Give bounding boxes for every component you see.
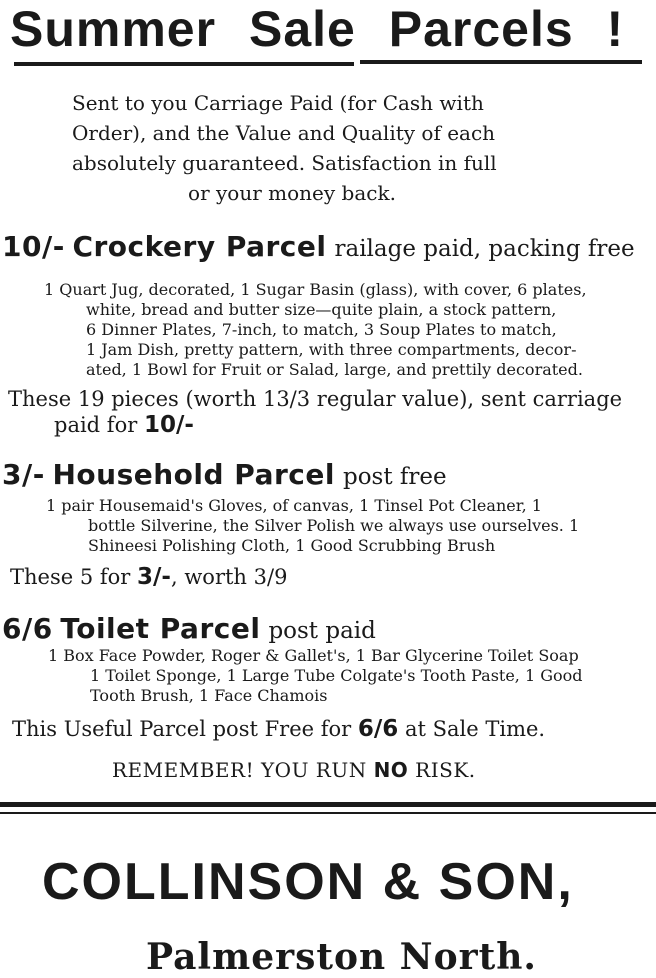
toilet-summary-time: at Sale Time. (405, 717, 546, 741)
household-summary-text: These 5 for (10, 565, 131, 589)
headline: Summer Sale Parcels ! (10, 1, 625, 57)
household-item-line: 1 pair Housemaid's Gloves, of canvas, 1 Tinsel Pot Cleaner, 1 (46, 496, 542, 515)
intro-line-4: or your money back. (188, 181, 396, 205)
crockery-item-line: 6 Dinner Plates, 7-inch, to match, 3 Soup Plates to match, (86, 320, 557, 339)
remember-risk: RISK. (415, 758, 476, 782)
headline-rule-right (360, 60, 642, 64)
crockery-summary (8, 386, 652, 438)
toilet-name: Toilet Parcel (60, 612, 261, 645)
intro-line-1: Sent to you Carriage Paid (for Cash with (72, 91, 484, 115)
remember-text: REMEMBER! YOU RUN (112, 758, 367, 782)
household-parcel-title (2, 458, 447, 491)
intro-text (72, 88, 592, 208)
crockery-parcel-title (2, 230, 635, 263)
toilet-item-line: 1 Toilet Sponge, 1 Large Tube Colgate's Tooth Paste, 1 Good (90, 666, 583, 685)
toilet-summary-text: This Useful Parcel post Free for (12, 717, 352, 741)
town-name: Palmerston North. (146, 936, 537, 978)
intro-line-3: absolutely guaranteed. Satisfaction in full (72, 151, 497, 175)
remember-no: NO (373, 758, 409, 782)
household-name: Household Parcel (52, 458, 335, 491)
footer-rule-thin (0, 812, 656, 814)
toilet-parcel-title (2, 612, 376, 645)
toilet-note: post paid (268, 618, 376, 644)
headline-rule-left (14, 62, 354, 66)
intro-line-2: Order), and the Value and Quality of each (72, 121, 496, 145)
remember-line (112, 758, 476, 782)
household-summary (10, 564, 287, 590)
crockery-price: 10/- (2, 230, 65, 263)
household-note: post free (342, 464, 447, 490)
toilet-summary (12, 716, 545, 742)
footer-rule-thick (0, 802, 656, 807)
toilet-item-line: Tooth Brush, 1 Face Chamois (90, 686, 328, 705)
toilet-items (48, 646, 652, 706)
crockery-item-line: 1 Quart Jug, decorated, 1 Sugar Basin (glass), with cover, 6 plates, (44, 280, 587, 299)
household-item-line: Shineesi Polishing Cloth, 1 Good Scrubbing Brush (88, 536, 496, 555)
household-item-line: bottle Silverine, the Silver Polish we always use ourselves. 1 (88, 516, 580, 535)
toilet-item-line: 1 Box Face Powder, Roger & Gallet's, 1 Bar Glycerine Toilet Soap (48, 646, 579, 665)
household-price: 3/- (2, 458, 45, 491)
crockery-name: Crockery Parcel (72, 230, 327, 263)
crockery-item-line: 1 Jam Dish, pretty pattern, with three compartments, decor- (86, 340, 577, 359)
crockery-summary-price: 10/- (143, 412, 194, 438)
household-summary-worth: , worth 3/9 (170, 565, 288, 589)
crockery-note: railage paid, packing free (334, 236, 635, 262)
household-items (46, 496, 652, 556)
crockery-items (44, 280, 648, 380)
crockery-item-line: ated, 1 Bowl for Fruit or Salad, large, and prettily decorated. (86, 360, 583, 379)
toilet-summary-price: 6/6 (357, 716, 399, 742)
firm-name: COLLINSON & SON, (42, 853, 574, 911)
crockery-item-line: white, bread and butter size—quite plain, a stock pattern, (86, 300, 557, 319)
crockery-summary-line-2: paid for (54, 413, 138, 437)
household-summary-price: 3/- (137, 564, 171, 590)
toilet-price: 6/6 (2, 612, 53, 645)
crockery-summary-line-1: These 19 pieces (worth 13/3 regular value), sent carriage (8, 387, 623, 411)
